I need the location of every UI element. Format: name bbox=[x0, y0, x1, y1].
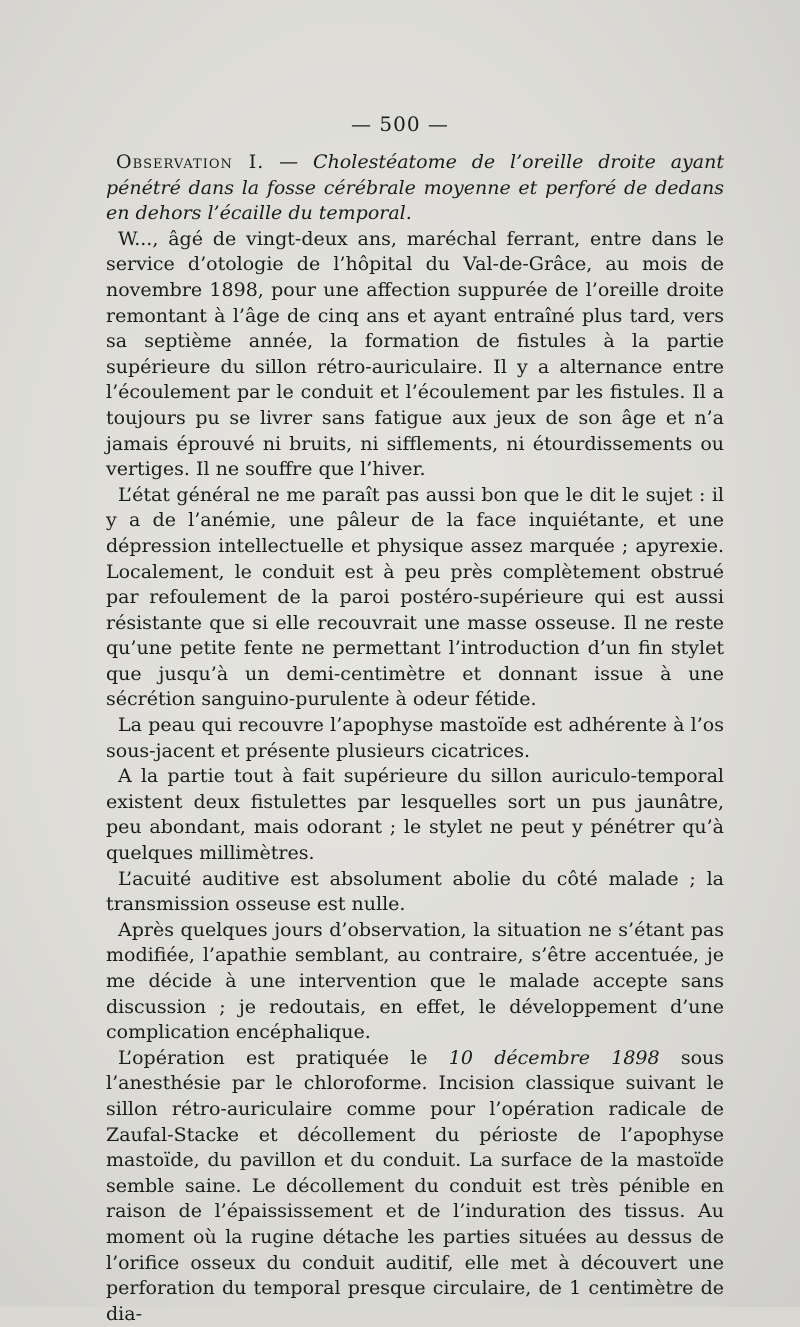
paragraph-decision: Après quelques jours d’observation, la situation ne s’étant pas modifiée, l’apathie semblant, au contraire, s’être accentuée, je me décide à une intervention que le malade accepte sans discussion ; je redoutais, en effet, le développement d’une complication encéphalique. bbox=[106, 918, 724, 1044]
paragraph-fistulas: A la partie tout à fait supérieure du sillon auriculo-temporal existent deux fistulettes par lesquelles sort un pus jaunâtre, peu abondant, mais odorant ; le stylet ne peut y pénétrer qu’à quelques millimètres. bbox=[106, 765, 724, 865]
page-number: — 500 — bbox=[351, 112, 449, 136]
observation-title: Cholestéatome de l’oreille droite ayant pénétré dans la fosse cérébrale moyenne et perforé de dedans en dehors l’écaille du temporal. bbox=[106, 151, 724, 225]
paragraph-operation bbox=[106, 1046, 724, 1327]
operation-text-start: L’opération est pratiquée le bbox=[118, 1046, 449, 1069]
paragraph-patient-history: W..., âgé de vingt-deux ans, maréchal ferrant, entre dans le service d’otologie de l’hôpital du Val-de-Grâce, au mois de novembre 1898, pour une affection suppurée de l’oreille droite remontant à l’âge de cinq ans et ayant entraîné plus tard, vers sa septième année, la formation de fistules à la partie supérieure du sillon rétro-auriculaire. Il y a alternance entre l’écoulement par le conduit et l’écoulement par les fistules. Il a toujours pu se livrer sans fatigue aux jeux de son âge et n’a jamais éprouvé ni bruits, ni sifflements, ni étourdissements ou vertiges. Il ne souffre que l’hiver. bbox=[106, 227, 724, 481]
operation-text-rest: sous l’anesthésie par le chloroforme. Incision classique suivant le sillon rétro-auriculaire comme pour l’opération radicale de Zaufal-Stacke et décollement du périoste de l’apophyse mastoïde, du pavillon et du conduit. La surface de la mastoïde semble saine. Le décollement du conduit est très pénible en raison de l’épaississement et de l’induration des tissus. Au moment où la rugine détache les parties situées au dessus de l’orifice osseux du conduit auditif, elle met à découvert une perforation du temporal presque circulaire, de 1 centimètre de dia- bbox=[106, 1046, 724, 1325]
paragraph-general-state: L’état général ne me paraît pas aussi bon que le dit le sujet : il y a de l’anémie, une pâleur de la face inquiétante, et une dépression intellectuelle et physique assez marquée ; apyrexie. Localement, le conduit est à peu près complètement obstrué par refoulement de la paroi postéro-supérieure qui est aussi résistante que si elle recouvrait une masse osseuse. Il ne reste qu’une petite fente ne permettant l’introduction d’un fin stylet que jusqu’à un demi-centimètre et donnant issue à une sécrétion sanguino-purulente à odeur fétide. bbox=[106, 483, 724, 711]
observation-heading bbox=[106, 150, 724, 227]
observation-label: Observation I. bbox=[116, 151, 265, 173]
operation-date: 10 décembre 1898 bbox=[448, 1046, 660, 1069]
paragraph-hearing: L’acuité auditive est absolument abolie du côté malade ; la transmission osseuse est nulle. bbox=[106, 867, 724, 916]
page-body bbox=[106, 150, 724, 1327]
observation-dash: — bbox=[264, 151, 314, 173]
paragraph-mastoid-skin: La peau qui recouvre l’apophyse mastoïde est adhérente à l’os sous-jacent et présente plusieurs cicatrices. bbox=[106, 714, 724, 762]
